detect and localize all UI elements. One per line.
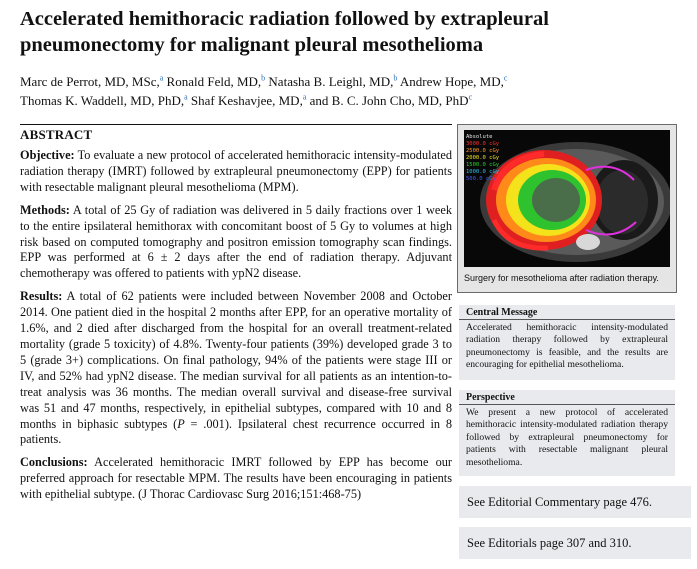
central-message-heading: Central Message (459, 305, 675, 320)
dose-legend-item: 500.0 cGy (466, 176, 496, 182)
editorial-commentary-link[interactable]: See Editorial Commentary page 476. (459, 486, 691, 518)
author: Marc de Perrot, MD, MSc, (20, 74, 160, 89)
author: Shaf Keshavjee, MD, (190, 93, 303, 108)
dose-legend-item: 2000.0 cGy (466, 155, 500, 161)
affiliation-mark: b (393, 73, 398, 83)
affiliation-mark: c (468, 92, 473, 102)
abstract-results (20, 289, 452, 448)
perspective-text: We present a new protocol of accelerated hemithoracic intensity-modulated radiation therapy followed by extrapleural pneumonectomy for patients with resectable malignant pleural mesothelioma. (466, 407, 668, 468)
section-text: Accelerated hemithoracic IMRT followed by EPP has become our preferred approach for resectable MPM. The results have been encouraging in patients with epithelial subtype. (J Thorac Cardiovasc Surg 2016;151:468-75) (20, 455, 452, 502)
author: Andrew Hope, MD, (399, 74, 504, 89)
abstract-heading: ABSTRACT (20, 124, 452, 143)
editorials-link[interactable]: See Editorials page 307 and 310. (459, 527, 691, 559)
abstract-objective (20, 148, 452, 196)
section-text: = .001). Ipsilateral chest recurrence occurred in 8 patients. (20, 416, 452, 447)
abstract-methods (20, 203, 452, 283)
section-label: Methods: (20, 202, 70, 217)
abstract-body (20, 148, 452, 510)
section-text: A total of 25 Gy of radiation was delivered in 5 daily fractions over 1 week to the entire ipsilateral hemithorax with concomitant boost of 5 Gy to volumes at high risk based on computed tomography and positron emission tomography scan findings. EPP was performed at 6 ± 2 days after the end of radiation therapy. Adjuvant chemotherapy was offered to patients with ypN2 disease. (20, 202, 452, 281)
figure-caption: Surgery for mesothelioma after radiation therapy. (464, 273, 659, 283)
section-text: A total of 62 patients were included between November 2008 and October 2014. One patient died in the hospital 2 months after EPP, for an operative mortality of 1.6%, and 2 died after discharged from the hospital for an overall treatment-related mortality (grade 5 toxicity) of 4.8%. Twenty-four patients (39%) developed grade 3 to 5 (grade 3+) complications. On final pathology, 94% of the patients were stage III or IV, and 52% had ypN2 disease. The median survival for all patients as an intention-to-treat analysis was 36 months. The median overall survival and disease-free survival was 51 and 47 months, respectively, in epithelial subtypes, compared with 10 and 8 months in biphasic subtypes ( (20, 289, 452, 431)
central-message-box (459, 305, 675, 380)
author: and B. C. John Cho, MD, PhD (309, 93, 469, 108)
section-label: Conclusions: (20, 455, 88, 470)
author: Ronald Feld, MD, (166, 74, 262, 89)
ct-dose-image (464, 130, 670, 267)
author-list (20, 72, 680, 110)
dose-legend-title: Absolute (466, 134, 493, 140)
affiliation-mark: c (503, 73, 508, 83)
author: Thomas K. Waddell, MD, PhD, (20, 93, 185, 108)
article-title: Accelerated hemithoracic radiation followed by extrapleural pneumonectomy for malignant pleural mesothelioma (20, 8, 549, 56)
section-label: Objective: (20, 148, 75, 162)
perspective-box (459, 390, 675, 476)
affiliation-mark: a (184, 92, 188, 102)
affiliation-mark: a (302, 92, 307, 102)
section-text: To evaluate a new protocol of accelerated hemithoracic intensity-modulated radiation therapy (IMRT) followed by extrapleural pneumonectomy (EPP) for patients with resectable malignant pleural mesothelioma (MPM). (20, 148, 452, 194)
central-figure (457, 124, 677, 293)
p-value-symbol: P (177, 416, 185, 431)
dose-legend-item: 3000.0 cGy (466, 141, 500, 147)
section-label: Results: (20, 289, 63, 304)
perspective-heading: Perspective (459, 390, 675, 405)
dose-legend-item: 1000.0 cGy (466, 169, 500, 175)
affiliation-mark: b (261, 73, 266, 83)
author: Natasha B. Leighl, MD, (268, 74, 394, 89)
central-message-text: Accelerated hemithoracic intensity-modulated radiation therapy followed by extrapleural pneumonectomy is feasible, and the results are encouraging for epithelial mesothelioma. (466, 322, 668, 371)
dose-legend-item: 1500.0 cGy (466, 162, 500, 168)
dose-legend-item: 2500.0 cGy (466, 148, 500, 154)
abstract-conclusions (20, 455, 452, 503)
affiliation-mark: a (159, 73, 164, 83)
